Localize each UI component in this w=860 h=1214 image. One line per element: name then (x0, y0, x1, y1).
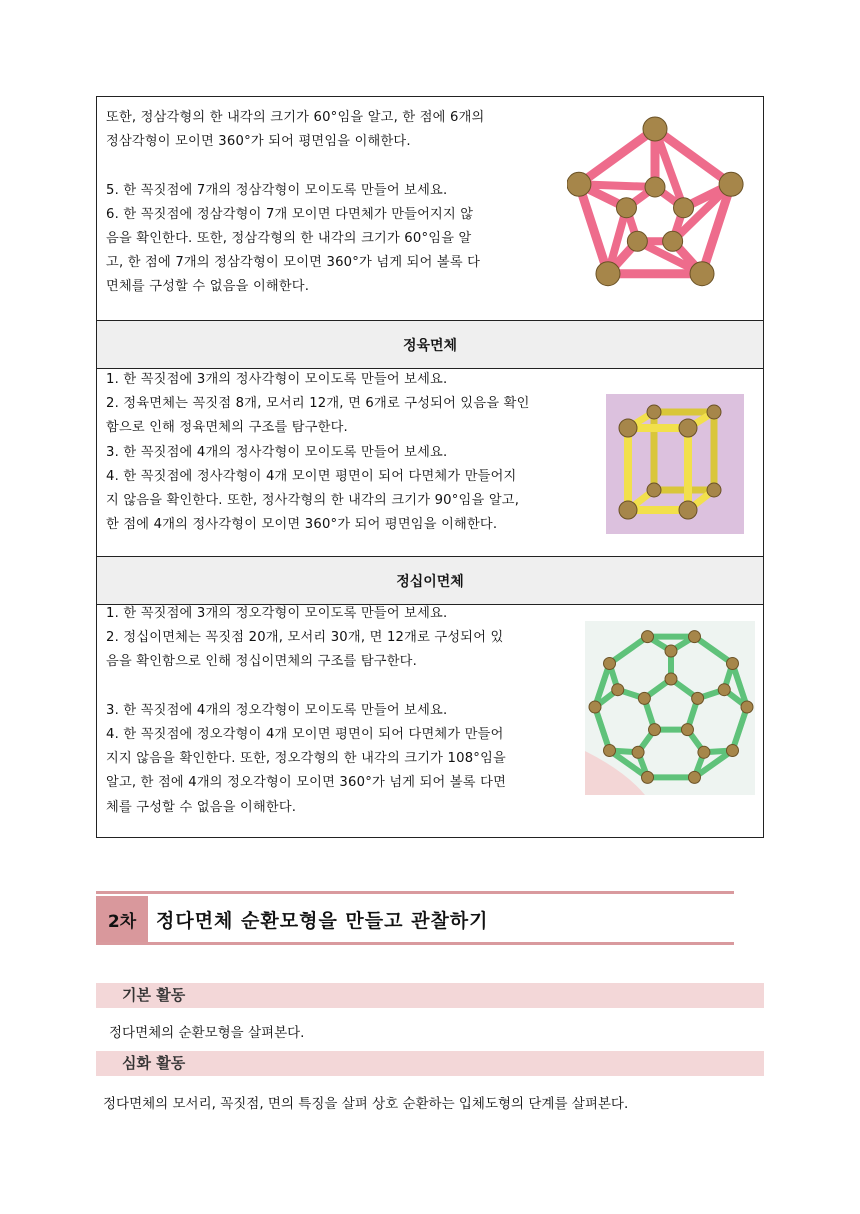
basic-activity-label: 기본 활동 (122, 986, 186, 1004)
model-ball (632, 746, 644, 758)
section-title: 정다면체 순환모형을 만들고 관찰하기 (156, 909, 489, 932)
section-number: 2차 (96, 896, 148, 942)
text-line (106, 675, 584, 699)
text-line: 3. 한 꼭짓점에 4개의 정사각형이 모이도록 만들어 보세요. (106, 444, 448, 460)
model-ball (726, 658, 738, 670)
text-line: 1. 한 꼭짓점에 3개의 정오각형이 모이도록 만들어 보세요. (106, 606, 448, 621)
model-ball (647, 405, 661, 419)
text-line: 1. 한 꼭짓점에 3개의 정사각형이 모이도록 만들어 보세요. (106, 372, 448, 387)
model-ball (642, 631, 654, 643)
model-ball (690, 262, 714, 286)
text-line: 3. 한 꼭짓점에 4개의 정오각형이 모이도록 만들어 보세요. (106, 702, 448, 718)
text-line: 4. 한 꼭짓점에 정사각형이 4개 모이면 평면이 되어 다면체가 만들어지 (106, 468, 517, 484)
text-line: 6. 한 꼭짓점에 정삼각형이 7개 모이면 다면체가 만들어지지 않 (106, 206, 474, 222)
dodecahedron-text (106, 602, 584, 820)
text-line: 음을 확인함으로 인해 정십이면체의 구조를 탐구한다. (106, 654, 418, 670)
text-line: 한 점에 4개의 정사각형이 모이면 360°가 되어 평면임을 이해한다. (106, 517, 498, 533)
model-ball (643, 117, 667, 141)
text-line: 5. 한 꼭짓점에 7개의 정삼각형이 모이도록 만들어 보세요. (106, 182, 448, 198)
basic-activity-text: 정다면체의 순환모형을 살펴본다. (109, 1025, 305, 1041)
advanced-activity-label: 심화 활동 (122, 1054, 186, 1072)
model-ball (638, 692, 650, 704)
model-ball (679, 419, 697, 437)
model-ball (642, 771, 654, 783)
model-ball (604, 658, 616, 670)
model-ball (649, 724, 661, 736)
text-line: 지 않음을 확인한다. 또한, 정사각형의 한 내각의 크기가 90°임을 알고, (106, 493, 520, 509)
advanced-activity-text: 정다면체의 모서리, 꼭짓점, 면의 특징을 살펴 상호 순환하는 입체도형의 단계를 살펴본다. (103, 1096, 629, 1112)
model-ball (647, 483, 661, 497)
pink-stick-model (567, 117, 743, 286)
text-line: 함으로 인해 정육면체의 구조를 탐구한다. (106, 420, 348, 436)
cube-model-photo (606, 394, 744, 534)
model-ball (612, 684, 624, 696)
text-line: 알고, 한 점에 4개의 정오각형이 모이면 360°가 넘게 되어 볼록 다면 (106, 775, 507, 791)
model-ball (692, 692, 704, 704)
model-ball (718, 684, 730, 696)
model-stick (579, 129, 655, 184)
dodecahedron-section-header: 정십이면체 (97, 557, 763, 604)
model-ball (741, 701, 753, 713)
dodecahedron-model-photo (585, 621, 755, 795)
model-ball (663, 231, 683, 251)
pentagonal-model-photo (567, 109, 747, 299)
model-ball (596, 262, 620, 286)
text-line: 고, 한 점에 7개의 정삼각형이 모이면 360°가 넘게 되어 볼록 다 (106, 255, 481, 271)
text-line: 면체를 구성할 수 없음을 이해한다. (106, 279, 310, 295)
text-line: 지지 않음을 확인한다. 또한, 정오각형의 한 내각의 크기가 108°임을 (106, 751, 506, 767)
model-ball (619, 501, 637, 519)
model-ball (627, 231, 647, 251)
section-top-rule (96, 891, 734, 894)
cube-text (106, 368, 606, 537)
text-line: 또한, 정삼각형의 한 내각의 크기가 60°임을 알고, 한 점에 6개의 (106, 110, 485, 125)
model-ball (688, 771, 700, 783)
text-line: 2. 정십이면체는 꼭짓점 20개, 모서리 30개, 면 12개로 구성되어 있 (106, 630, 504, 646)
model-ball (567, 172, 591, 196)
model-ball (604, 744, 616, 756)
model-ball (674, 198, 694, 218)
section-bottom-rule (96, 942, 734, 945)
text-line: 음을 확인한다. 또한, 정삼각형의 한 내각의 크기가 60°임을 알 (106, 231, 472, 246)
model-ball (698, 746, 710, 758)
model-ball (645, 177, 665, 197)
model-ball (707, 483, 721, 497)
model-ball (707, 405, 721, 419)
cube-section-header: 정육면체 (97, 321, 763, 368)
text-line (106, 154, 556, 178)
model-ball (726, 744, 738, 756)
row1-text (106, 106, 556, 300)
text-line: 4. 한 꼭짓점에 정오각형이 4개 모이면 평면이 되어 다면체가 만들어 (106, 727, 504, 742)
activity-table (96, 96, 764, 838)
advanced-activity-band (96, 1051, 764, 1076)
text-line: 체를 구성할 수 없음을 이해한다. (106, 799, 297, 815)
basic-activity-band (96, 983, 764, 1008)
model-ball (589, 701, 601, 713)
model-ball (719, 172, 743, 196)
model-ball (679, 501, 697, 519)
text-line: 2. 정육면체는 꼭짓점 8개, 모서리 12개, 면 6개로 구성되어 있음을 확인 (106, 396, 530, 412)
model-ball (681, 724, 693, 736)
model-ball (665, 645, 677, 657)
model-ball (619, 419, 637, 437)
model-ball (688, 631, 700, 643)
model-ball (616, 198, 636, 218)
model-ball (665, 673, 677, 685)
text-line: 정삼각형이 모이면 360°가 되어 평면임을 이해한다. (106, 134, 411, 150)
